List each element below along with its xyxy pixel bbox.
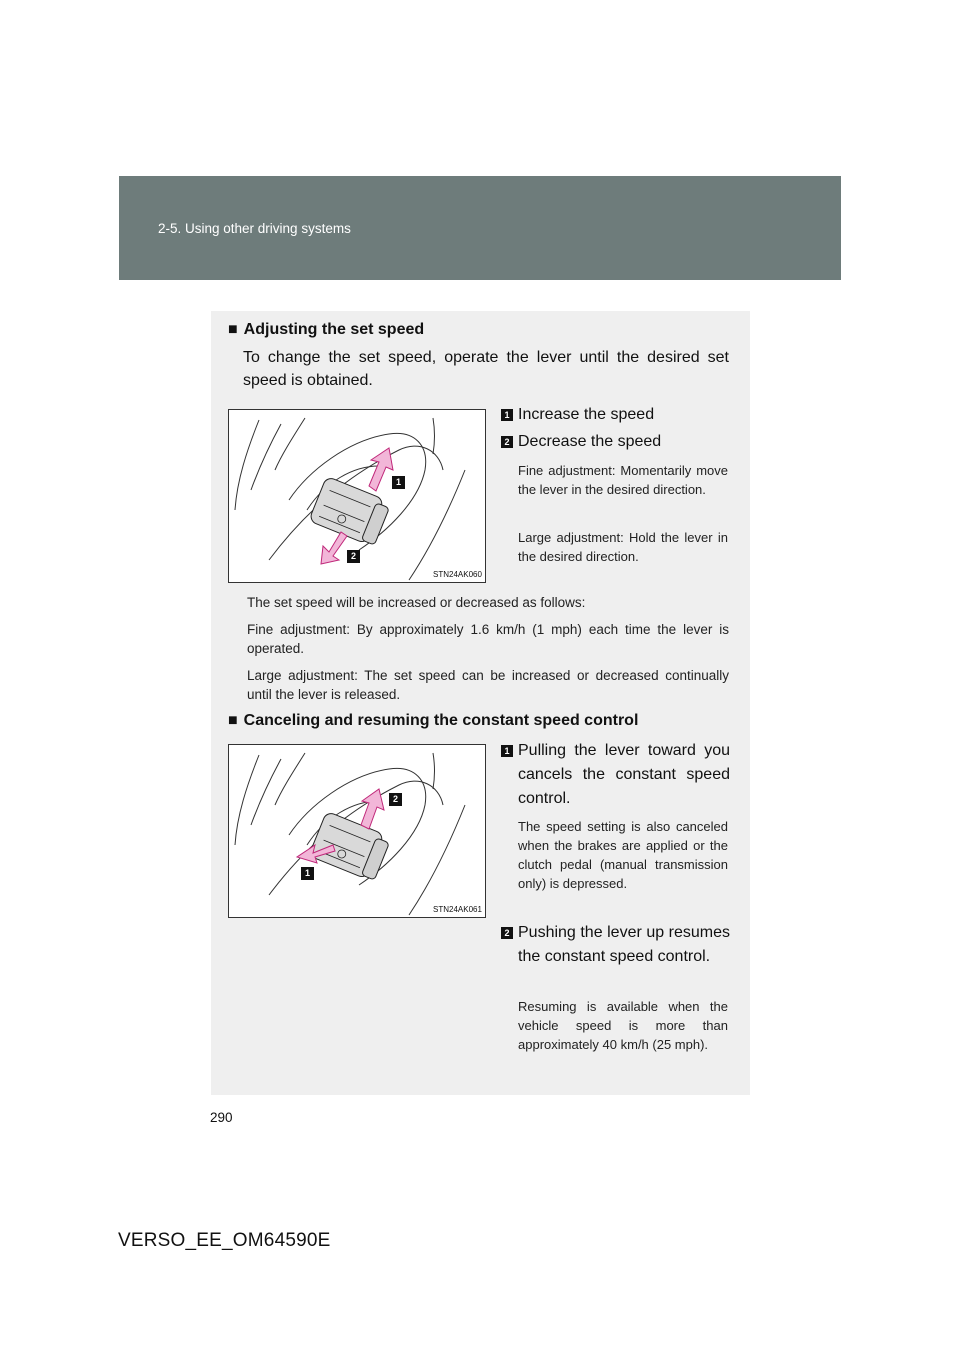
figure-code: STN24AK061: [433, 905, 482, 914]
step-badge: 1: [501, 409, 513, 421]
figure-callout-2: 2: [347, 550, 360, 563]
step-label-resume: Pushing the lever up resumes the constant speed control.: [518, 924, 730, 965]
section-title: Canceling and resuming the constant speed control: [243, 712, 639, 729]
note-fine-adjustment: Fine adjustment: Momentarily move the lever in the desired direction.: [518, 463, 728, 497]
step-badge: 2: [501, 927, 513, 939]
step-badge: 1: [501, 745, 513, 757]
figure-callout-1: 1: [392, 476, 405, 489]
figure-callout-2: 2: [389, 793, 402, 806]
step-label-decrease: Decrease the speed: [518, 433, 662, 450]
step-label-increase: Increase the speed: [518, 406, 655, 423]
square-bullet-icon: ■: [228, 712, 238, 729]
section-heading-canceling: [228, 712, 638, 730]
note-resume: Resuming is available when the vehicle speed is more than approximately 40 km/h (25 mph).: [518, 999, 728, 1052]
document-code: VERSO_EE_OM64590E: [118, 1230, 331, 1251]
lever-drawing: [229, 745, 485, 917]
breadcrumb: 2-5. Using other driving systems: [158, 221, 351, 236]
note-cancel: The speed setting is also canceled when the brakes are applied or the clutch pedal (manual transmission only) is depressed.: [518, 819, 728, 891]
page-number: 290: [210, 1110, 233, 1125]
section-intro: To change the set speed, operate the lever until the desired set speed is obtained.: [243, 349, 729, 389]
paragraph-set-speed: The set speed will be increased or decreased as follows:: [247, 595, 586, 610]
lever-illustration-adjust: [228, 409, 486, 583]
figure-callout-1: 1: [301, 867, 314, 880]
figure-code: STN24AK060: [433, 570, 482, 579]
step-label-cancel: Pulling the lever toward you cancels the constant speed control.: [518, 742, 730, 807]
lever-illustration-cancel: [228, 744, 486, 918]
note-large-adjustment: Large adjustment: Hold the lever in the desired direction.: [518, 530, 728, 564]
paragraph-fine-adjustment: Fine adjustment: By approximately 1.6 km/h (1 mph) each time the lever is operated.: [247, 622, 729, 656]
paragraph-large-adjustment: Large adjustment: The set speed can be increased or decreased continually until the lever is released.: [247, 668, 729, 702]
section-heading-adjusting: [228, 321, 424, 339]
step-badge: 2: [501, 436, 513, 448]
square-bullet-icon: ■: [228, 321, 238, 338]
section-title: Adjusting the set speed: [243, 321, 425, 338]
